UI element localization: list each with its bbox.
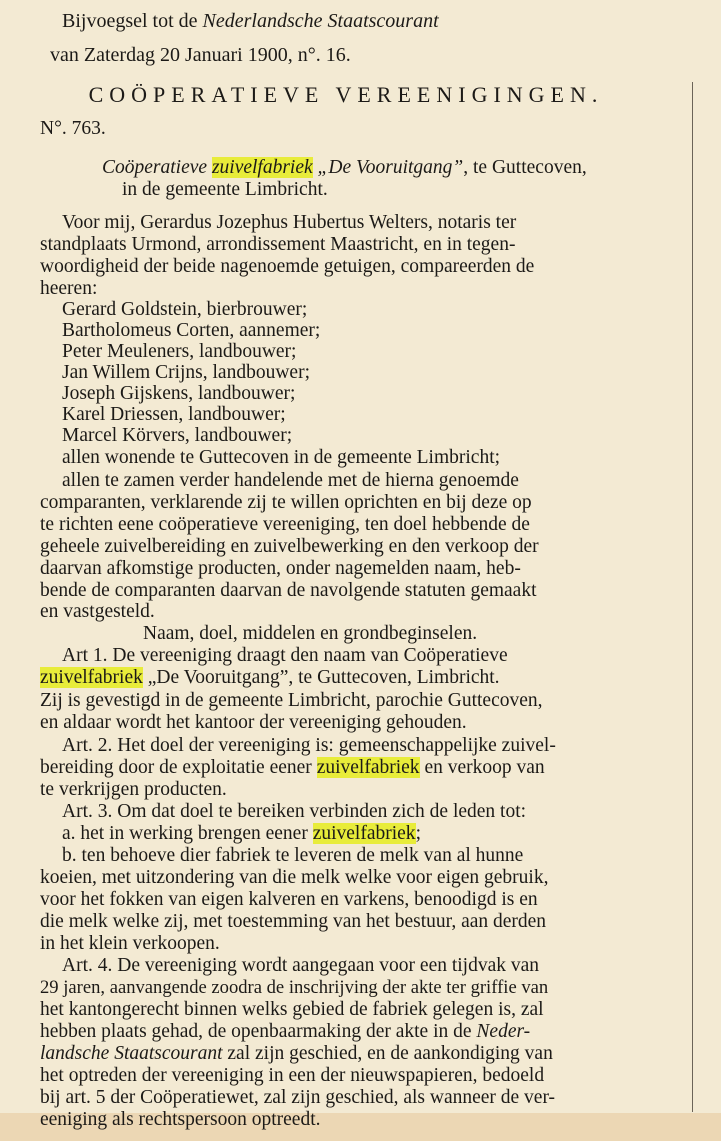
highlight: zuivelfabriek xyxy=(40,667,143,688)
article-3-line: b. ten behoeve dier fabriek te leveren de melk van al hunne xyxy=(62,845,524,866)
supplement-line: Bijvoegsel tot de Nederlandsche Staatscourant xyxy=(62,10,439,32)
paragraph-line: heeren: xyxy=(40,278,98,299)
member-line: Gerard Goldstein, bierbrouwer; xyxy=(62,299,308,320)
highlight: zuivelfabriek xyxy=(316,757,420,778)
member-line: Bartholomeus Corten, aannemer; xyxy=(62,320,321,341)
highlight: zuivelfabriek xyxy=(211,157,313,178)
date-line: van Zaterdag 20 Januari 1900, n°. 16. xyxy=(50,44,351,66)
member-line: Jan Willem Crijns, landbouwer; xyxy=(62,362,310,383)
article-3-line: voor het fokken van eigen kalveren en varkens, benoodigd is en xyxy=(40,889,538,910)
article-3-line: die melk welke zij, met toestemming van het bestuur, aan derden xyxy=(40,911,547,932)
member-line: Marcel Körvers, landbouwer; xyxy=(62,425,293,446)
notice-number: N°. 763. xyxy=(40,118,106,139)
paragraph-line: geheele zuivelbereiding en zuivelbewerking en den verkoop der xyxy=(40,536,539,557)
article-4-line: landsche Staatscourant zal zijn geschied, en de aankondiging van xyxy=(40,1043,553,1064)
article-1-line: Zij is gevestigd in de gemeente Limbricht, parochie Guttecoven, xyxy=(40,690,543,711)
article-1-line: zuivelfabriek „De Vooruitgang”, te Guttecoven, Limbricht. xyxy=(40,667,500,688)
paragraph-line: daarvan afkomstige producten, onder nagemelden naam, heb- xyxy=(40,558,521,579)
article-4-line: het optreden der vereeniging in een der nieuwspapieren, bedoeld xyxy=(40,1065,545,1086)
member-line: Peter Meuleners, landbouwer; xyxy=(62,341,297,362)
paragraph-line: standplaats Urmond, arrondissement Maastricht, en in tegen- xyxy=(40,234,516,255)
paragraph-line: woordigheid der beide nagenoemde getuigen, compareerden de xyxy=(40,256,535,277)
member-line: Joseph Gijskens, landbouwer; xyxy=(62,383,296,404)
article-3-line: in het klein verkoopen. xyxy=(40,933,220,954)
highlight: zuivelfabriek xyxy=(312,823,416,844)
association-title: Coöperatieve zuivelfabriek „De Vooruitgang”, te Guttecoven, xyxy=(102,157,587,178)
article-4-line: eeniging als rechtspersoon optreedt. xyxy=(40,1109,321,1130)
member-line: Karel Driessen, landbouwer; xyxy=(62,404,286,425)
article-2-line: te verkrijgen producten. xyxy=(40,779,227,800)
paragraph-line: te richten eene coöperatieve vereeniging, ten doel hebbende de xyxy=(40,514,530,535)
association-title-line2: in de gemeente Limbricht. xyxy=(122,179,328,200)
article-4-line: hebben plaats gehad, de openbaarmaking der akte in de Neder- xyxy=(40,1021,531,1042)
article-4-line: Art. 4. De vereeniging wordt aangegaan voor een tijdvak van xyxy=(62,955,540,976)
paragraph-line: en vastgesteld. xyxy=(40,601,155,622)
paragraph-line: comparanten, verklarende zij te willen oprichten en bij deze op xyxy=(40,492,532,513)
section-title: COÖPERATIEVE VEREENIGINGEN. xyxy=(88,82,604,107)
staatscourant-title: Nederlandsche Staatscourant xyxy=(202,10,439,32)
article-3-line: a. het in werking brengen eener zuivelfabriek; xyxy=(62,823,421,844)
section-subheading: Naam, doel, middelen en grondbeginselen. xyxy=(143,623,478,644)
article-2-line: Art. 2. Het doel der vereeniging is: gemeenschappelijke zuivel- xyxy=(62,735,556,756)
article-1-line: en aldaar wordt het kantoor der vereeniging gehouden. xyxy=(40,712,467,733)
paragraph-line: allen te zamen verder handelende met de hierna genoemde xyxy=(62,470,519,491)
article-1-line: Art 1. De vereeniging draagt den naam van Coöperatieve xyxy=(62,645,508,666)
column-rule xyxy=(692,82,693,1112)
paragraph-line: Voor mij, Gerardus Jozephus Hubertus Welters, notaris ter xyxy=(62,212,517,233)
article-3-line: koeien, met uitzondering van die melk welke voor eigen gebruik, xyxy=(40,867,549,888)
member-line: allen wonende te Guttecoven in de gemeente Limbricht; xyxy=(62,447,501,468)
article-2-line: bereiding door de exploitatie eener zuivelfabriek en verkoop van xyxy=(40,757,545,778)
paragraph-line: bende de comparanten daarvan de navolgende statuten gemaakt xyxy=(40,580,537,601)
article-3-line: Art. 3. Om dat doel te bereiken verbinden zich de leden tot: xyxy=(62,801,527,822)
article-4-line: het kantongerecht binnen welks gebied de fabriek gelegen is, zal xyxy=(40,999,544,1020)
article-4-line: bij art. 5 der Coöperatiewet, zal zijn geschied, als wanneer de ver- xyxy=(40,1087,556,1108)
article-4-line: 29 jaren, aanvangende zoodra de inschrijving der akte ter griffie van xyxy=(40,977,549,998)
